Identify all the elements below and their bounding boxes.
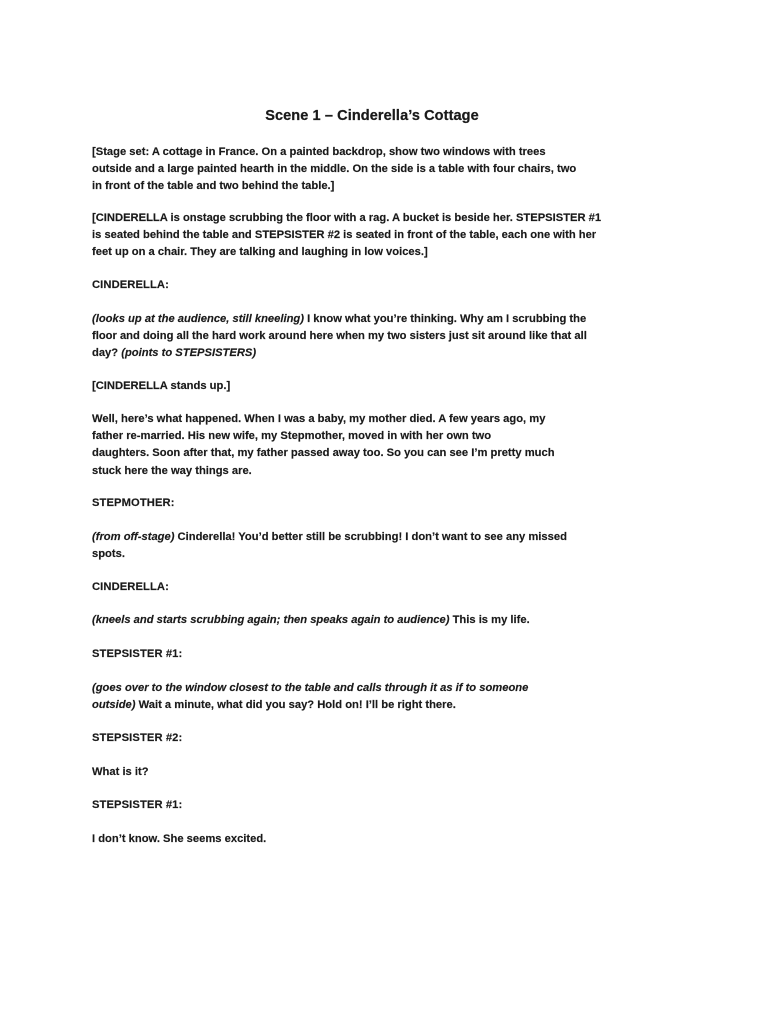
dialogue-cinderella-2 <box>92 411 652 480</box>
dialogue-line: father re-married. His new wife, my Stepmother, moved in with her own two <box>92 430 492 443</box>
dialogue-text: I know what you’re thinking. Why am I scrubbing the <box>303 313 587 325</box>
dialogue-stepmother <box>92 529 652 563</box>
dialogue-line: spots. <box>92 548 125 561</box>
speaker-stepsister-2: STEPSISTER #2: <box>92 732 183 744</box>
stage-direction-inline: (kneels and starts scrubbing again; then speaks again to audience) <box>92 614 450 626</box>
direction-stands-up: [CINDERELLA stands up.] <box>92 380 231 392</box>
speaker-cinderella: CINDERELLA: <box>92 279 169 291</box>
speaker-stepsister-1: STEPSISTER #1: <box>92 648 183 660</box>
dialogue-text: day? <box>92 347 122 360</box>
dialogue-line: Well, here’s what happened. When I was a baby, my mother died. A few years ago, my <box>92 413 546 425</box>
stage-direction-inline: outside) <box>92 699 136 712</box>
direction-line: is seated behind the table and STEPSISTER #2 is seated in front of the table, each one with her <box>92 229 597 242</box>
opening-direction <box>92 210 652 262</box>
stage-set-line: outside and a large painted hearth in the middle. On the side is a table with four chairs, two <box>92 163 577 176</box>
dialogue-stepsister-1-b: I don’t know. She seems excited. <box>92 833 267 845</box>
dialogue-text: Cinderella! You’d better still be scrubbing! I don’t want to see any missed <box>174 531 567 543</box>
dialogue-text: Wait a minute, what did you say? Hold on! I’ll be right there. <box>135 699 456 712</box>
dialogue-text: This is my life. <box>449 614 530 626</box>
speaker-stepmother: STEPMOTHER: <box>92 497 175 509</box>
dialogue-line <box>92 612 652 629</box>
speaker-stepsister-1: STEPSISTER #1: <box>92 799 183 811</box>
stage-direction-inline: (from off-stage) <box>92 531 175 543</box>
dialogue-line <box>92 529 652 546</box>
scene-title: Scene 1 – Cinderella’s Cottage <box>265 108 479 124</box>
dialogue-cinderella-3 <box>92 612 652 629</box>
stage-set-direction <box>92 144 652 196</box>
dialogue-line: daughters. Soon after that, my father passed away too. So you can see I’m pretty much <box>92 447 555 460</box>
dialogue-stepsister-2: What is it? <box>92 766 149 778</box>
dialogue-line: stuck here the way things are. <box>92 464 252 477</box>
dialogue-line: floor and doing all the hard work around here when my two sisters just sit around like that all <box>92 330 587 343</box>
dialogue-line <box>92 680 652 697</box>
stage-direction-inline: (goes over to the window closest to the table and calls through it as if to someone <box>92 682 529 694</box>
dialogue-cinderella-1 <box>92 311 652 363</box>
stage-direction-inline: (looks up at the audience, still kneeling) <box>92 313 304 325</box>
direction-line: [CINDERELLA is onstage scrubbing the floor with a rag. A bucket is beside her. STEPSISTER #1 <box>92 212 602 224</box>
stage-direction-inline: (points to STEPSISTERS) <box>121 347 257 360</box>
dialogue-line <box>92 311 652 328</box>
dialogue-line <box>92 345 652 362</box>
dialogue-stepsister-1 <box>92 680 652 714</box>
dialogue-line <box>92 697 652 714</box>
stage-set-line: [Stage set: A cottage in France. On a painted backdrop, show two windows with trees <box>92 146 546 158</box>
speaker-cinderella: CINDERELLA: <box>92 581 169 593</box>
direction-line: feet up on a chair. They are talking and laughing in low voices.] <box>92 246 428 259</box>
stage-set-line: in front of the table and two behind the table.] <box>92 180 335 193</box>
